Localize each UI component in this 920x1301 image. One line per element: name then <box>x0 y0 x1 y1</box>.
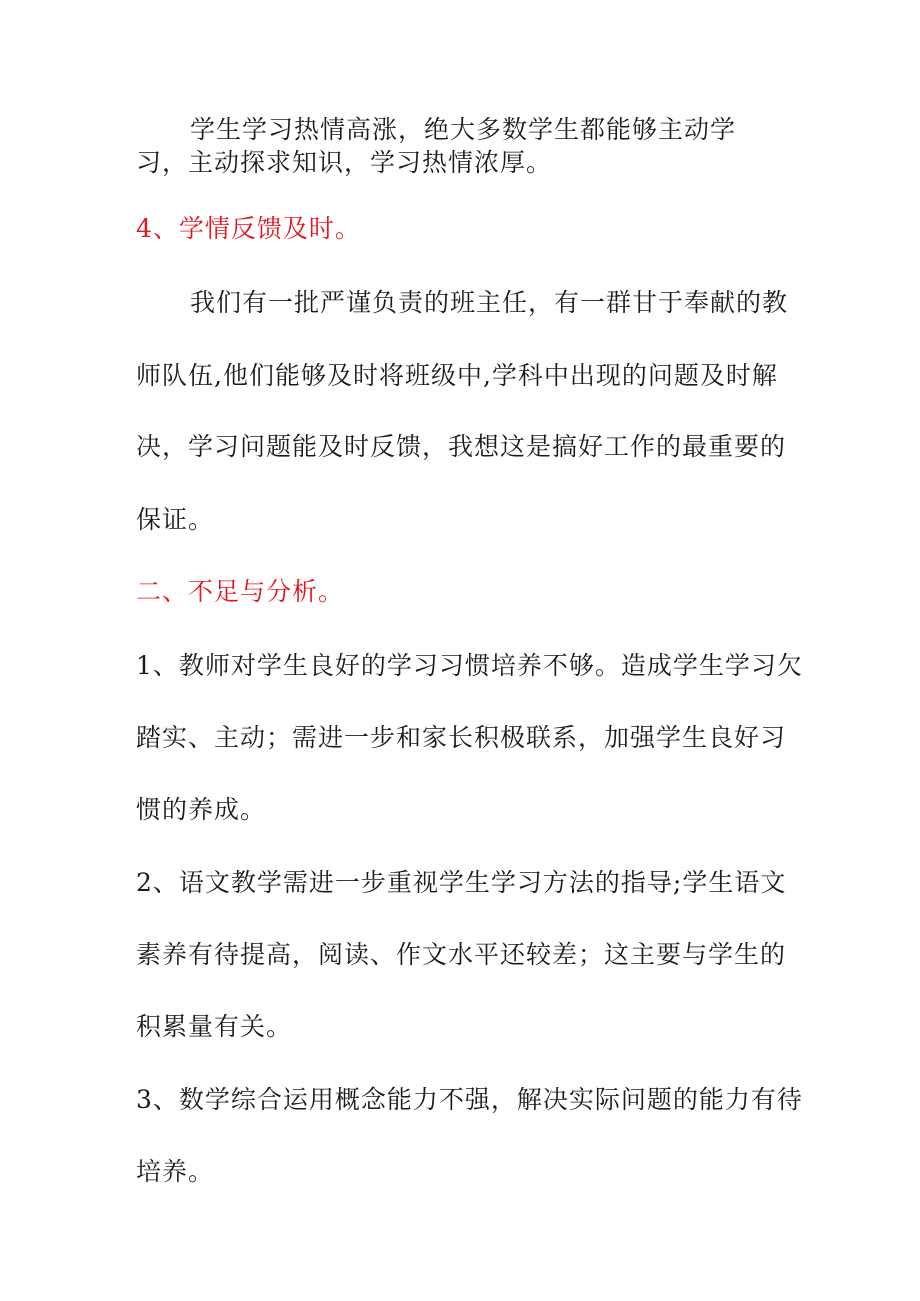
paragraph-line: 学生学习热情高涨，绝大多数学生都能够主动学 <box>190 115 737 144</box>
paragraph-line: 我们有一批严谨负责的班主任，有一群甘于奉献的教 <box>190 288 789 317</box>
section-heading: 4、学情反馈及时。 <box>136 214 361 243</box>
list-item-line: 2、语文教学需进一步重视学生学习方法的指导;学生语文 <box>136 868 787 897</box>
list-item-line: 3、数学综合运用概念能力不强，解决实际问题的能力有待 <box>136 1085 803 1114</box>
list-item-line: 踏实、主动；需进一步和家长积极联系，加强学生良好习 <box>136 723 787 752</box>
list-item-line: 1、教师对学生良好的学习习惯培养不够。造成学生学习欠 <box>136 651 803 680</box>
list-item-line: 培养。 <box>136 1157 215 1186</box>
paragraph-line: 保证。 <box>136 505 215 534</box>
paragraph-line: 习，主动探求知识，学习热情浓厚。 <box>136 148 553 177</box>
paragraph-line: 决，学习问题能及时反馈，我想这是搞好工作的最重要的 <box>136 432 787 461</box>
section-heading: 二、不足与分析。 <box>136 577 345 606</box>
paragraph-line: 师队伍,他们能够及时将班级中,学科中出现的问题及时解 <box>136 361 778 390</box>
list-item-line: 积累量有关。 <box>136 1012 293 1041</box>
list-item-line: 素养有待提高，阅读、作文水平还较差；这主要与学生的 <box>136 940 787 969</box>
list-item-line: 惯的养成。 <box>136 795 267 824</box>
